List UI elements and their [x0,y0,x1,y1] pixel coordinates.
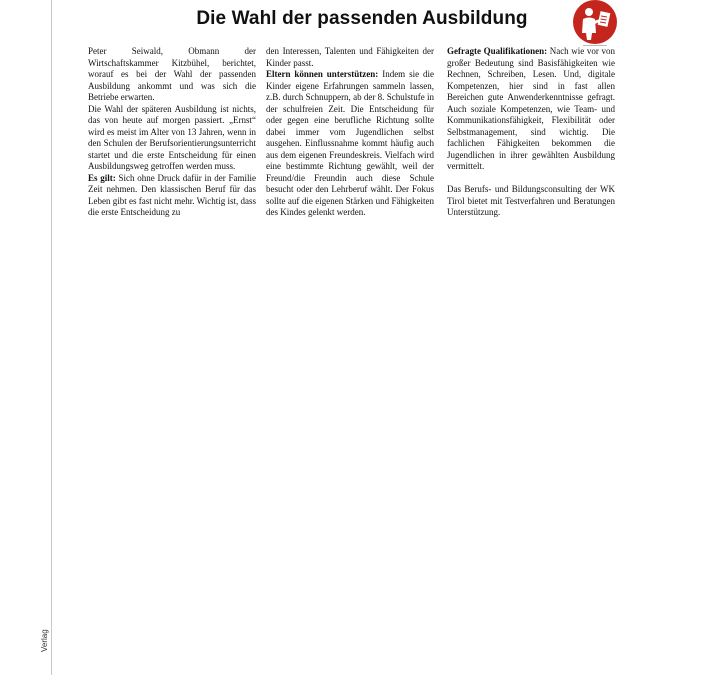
paragraph-body: Indem sie die Kinder eigene Erfahrungen sammeln lassen, z.B. durch Schnuppern, ab der 8. Schulstufe in der schulfreien Zeit. Die Entscheidung für oder gegen eine berufliche Richtung sollte dabei immer vom Jugendlichen selbst ausgehen. Einflussnahme kommt häufig auch aus dem eigenen Freundeskreis. Vielfach wird eine bestimmte Richtung gewählt, weil der Freund/die Freundin auch diese Schule besucht oder den Lehrberuf wählt. Der Fokus sollte auf die eigenen Stärken und Fähigkeiten des Kindes gelenkt werden. [266,69,434,217]
text-column-1 [88,46,256,219]
paragraph: den Interessen, Talenten und Fähigkeiten der Kinder passt. [266,46,434,68]
paragraph: Das Berufs- und Bildungsconsulting der WK Tirol bietet mit Testverfahren und Beratungen Unterstützung. [447,184,615,217]
side-label: Verlag [40,629,49,652]
text-column-3 [447,46,615,219]
paragraph: Peter Seiwald, Obmann der Wirtschaftskammer Kitzbühel, berichtet, worauf es bei der Wahl der passenden Ausbildung ankommt und was sich die Betriebe erwarten. [88,46,256,102]
paragraph-body: Nach wie vor von großer Bedeutung sind Basisfähigkeiten wie Rechnen, Schreiben, Lesen. Und, digitale Kompetenzen, hier sind in fast allen Bereichen gute Anwenderkenntnisse gefragt. Auch soziale Kompetenzen, wie Team- und Kommunikationsfähigkeit, Flexibilität oder Selbstmanagement, sind wichtig. Die fachlichen Fähigkeiten bekommen die Jugendlichen in ihrer gewählten Ausbildung vermittelt. [447,46,615,171]
paragraph: Die Wahl der späteren Ausbildung ist nichts, das von heute auf morgen passiert. „Ernst“ wird es meist im Alter von 13 Jahren, wenn in den Schulen der Berufsorientierungsunterricht startet und die erste Entscheidung für einen Ausbildungsweg getroffen werden muss. [88,103,256,171]
person-with-checklist-icon [573,0,617,44]
paragraph-lead: Gefragte Qualifikationen: [447,46,548,56]
paragraph [88,173,256,219]
text-column-2 [266,46,434,219]
paragraph [447,46,615,173]
paragraph-lead: Es gilt: [88,172,116,183]
paragraph [266,69,434,219]
paragraph-body: Sich ohne Druck dafür in der Familie Zeit nehmen. Den klassischen Beruf für das Leben gibt es fast nicht mehr. Wichtig ist, dass die erste Entscheidung zu [88,172,256,217]
margin-rule [51,0,52,675]
paragraph-lead: Eltern können unterstützen: [266,69,379,79]
article-title: Die Wahl der passenden Ausbildung [196,8,528,29]
